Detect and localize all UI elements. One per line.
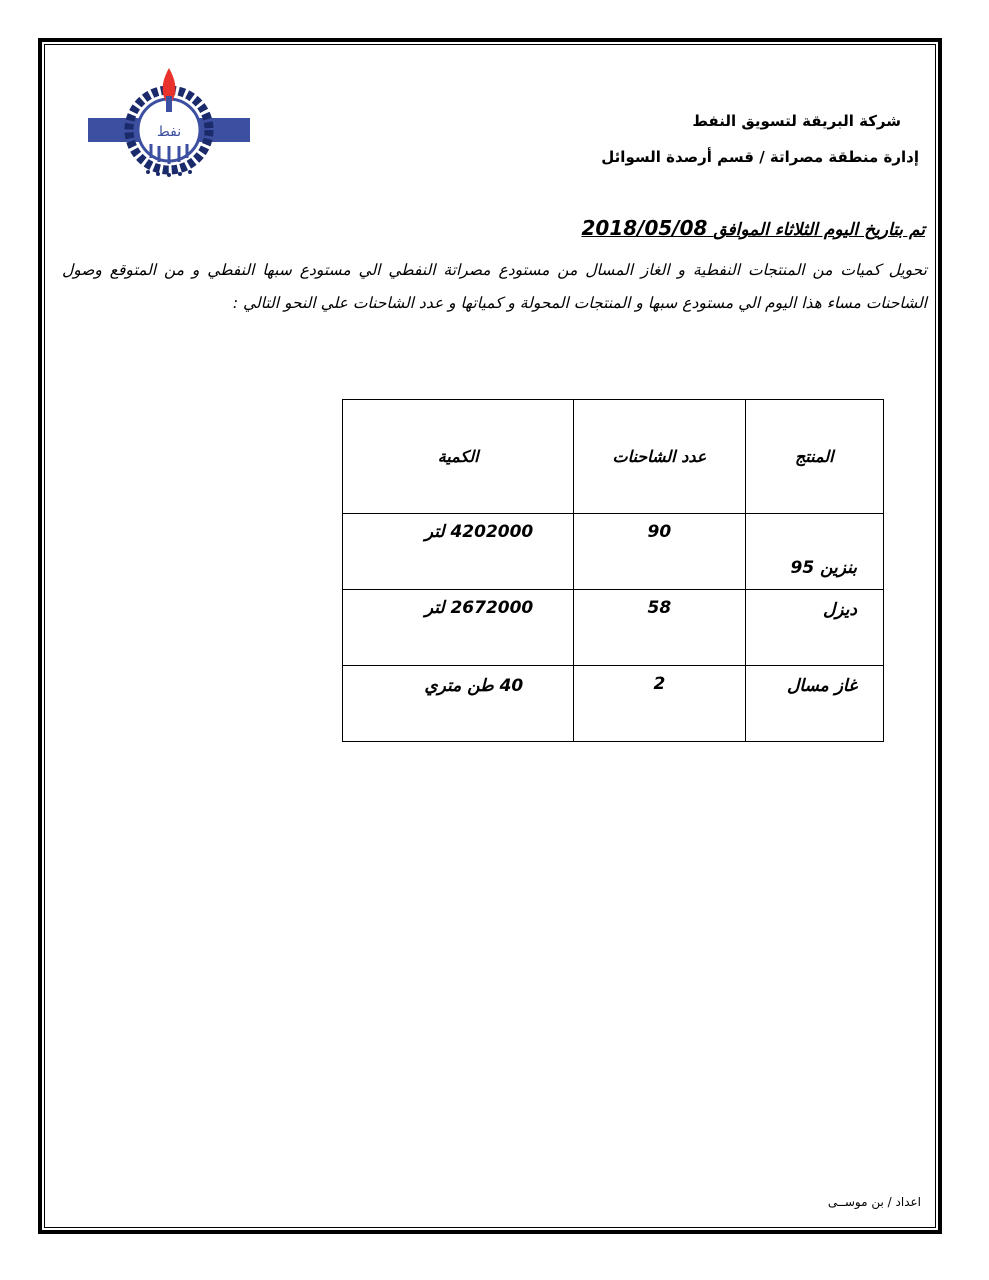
prepared-by: اعداد / بن موســى (827, 1195, 921, 1209)
cell-product: غاز مسال (786, 676, 857, 696)
cell-quantity: 4202000 لتر (424, 522, 534, 542)
department-name: إدارة منطقة مصراتة / قسم أرصدة السوائل (601, 148, 919, 166)
cell-trucks: 2 (653, 674, 666, 694)
header-product: المنتج (745, 400, 884, 514)
date-value: 2018/05/08 (581, 216, 708, 240)
header-quantity: الكمية (343, 400, 574, 514)
brega-logo-icon (88, 66, 250, 182)
cell-product: ديزل (822, 600, 857, 620)
table-row (343, 590, 884, 666)
table-row (343, 514, 884, 590)
header-trucks: عدد الشاحنات (574, 400, 745, 514)
cell-product: بنزين 95 (790, 558, 857, 578)
svg-text:نفط: نفط (156, 124, 182, 140)
table-row (343, 666, 884, 742)
table-header-row (343, 400, 884, 514)
cell-trucks: 90 (647, 522, 672, 542)
company-name: شركة البريقة لتسويق النفط (692, 112, 901, 130)
body-paragraph: تحويل كميات من المنتجات النفطية و الغاز المسال من مستودع مصراتة النفطي الي مستودع سبها النفطي و من المتوقع وصول الشاحنات مساء هذا اليوم الي مستودع سبها و المنتجات المحولة و كمياتها و عدد الشاحنات علي النحو التالي : (62, 261, 927, 312)
transfer-table (342, 399, 884, 742)
date-prefix: تم بتاريخ اليوم الثلاثاء الموافق (713, 220, 925, 240)
cell-trucks: 58 (647, 598, 672, 618)
date-heading (582, 216, 926, 240)
cell-quantity: 2672000 لتر (424, 598, 534, 618)
cell-quantity: 40 طن متري (424, 676, 524, 696)
